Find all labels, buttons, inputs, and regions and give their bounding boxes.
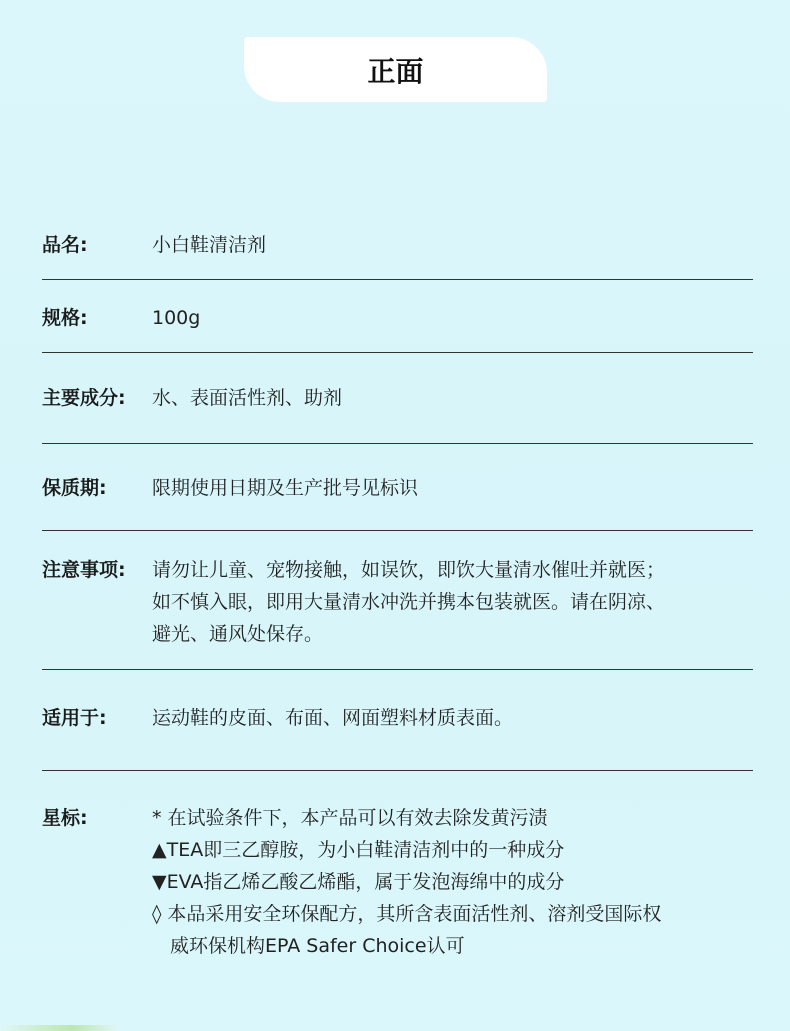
label-precautions: 注意事项: bbox=[42, 559, 126, 581]
label-shelf-life: 保质期: bbox=[42, 477, 107, 499]
value-product-name: 小白鞋清洁剂 bbox=[152, 234, 267, 256]
value-applicable: 运动鞋的皮面、布面、网面塑料材质表面。 bbox=[152, 707, 514, 729]
precaution-line: 避光、通风处保存。 bbox=[152, 623, 324, 645]
divider bbox=[42, 352, 753, 353]
precaution-line: 如不慎入眼，即用大量清水冲洗并携本包装就医。请在阴凉、 bbox=[152, 591, 666, 613]
star-note-line: ◊ 本品采用安全环保配方，其所含表面活性剂、溶剂受国际权 bbox=[152, 903, 662, 925]
value-spec: 100g bbox=[152, 307, 201, 329]
divider bbox=[42, 279, 753, 280]
divider bbox=[42, 669, 753, 670]
value-ingredients: 水、表面活性剂、助剂 bbox=[152, 387, 343, 409]
star-note-line: * 在试验条件下，本产品可以有效去除发黄污渍 bbox=[152, 807, 548, 829]
label-product-name: 品名: bbox=[42, 234, 88, 256]
label-ingredients: 主要成分: bbox=[42, 387, 126, 409]
divider bbox=[42, 770, 753, 771]
precaution-line: 请勿让儿童、宠物接触，如误饮，即饮大量清水催吐并就医； bbox=[152, 559, 666, 581]
divider bbox=[42, 530, 753, 531]
divider bbox=[42, 443, 753, 444]
star-note-line: ▲TEA即三乙醇胺，为小白鞋清洁剂中的一种成分 bbox=[152, 839, 565, 861]
value-star-notes bbox=[152, 802, 752, 962]
value-shelf-life: 限期使用日期及生产批号见标识 bbox=[152, 477, 419, 499]
label-star-notes: 星标: bbox=[42, 807, 88, 829]
label-spec: 规格: bbox=[42, 307, 88, 329]
value-precautions bbox=[152, 554, 752, 650]
star-note-line: ▼EVA指乙烯乙酸乙烯酯，属于发泡海绵中的成分 bbox=[152, 871, 565, 893]
star-note-line: 威环保机构EPA Safer Choice认可 bbox=[170, 935, 465, 957]
bottom-decoration bbox=[0, 1025, 120, 1031]
label-applicable: 适用于: bbox=[42, 707, 107, 729]
page-title: 正面 bbox=[244, 37, 547, 102]
